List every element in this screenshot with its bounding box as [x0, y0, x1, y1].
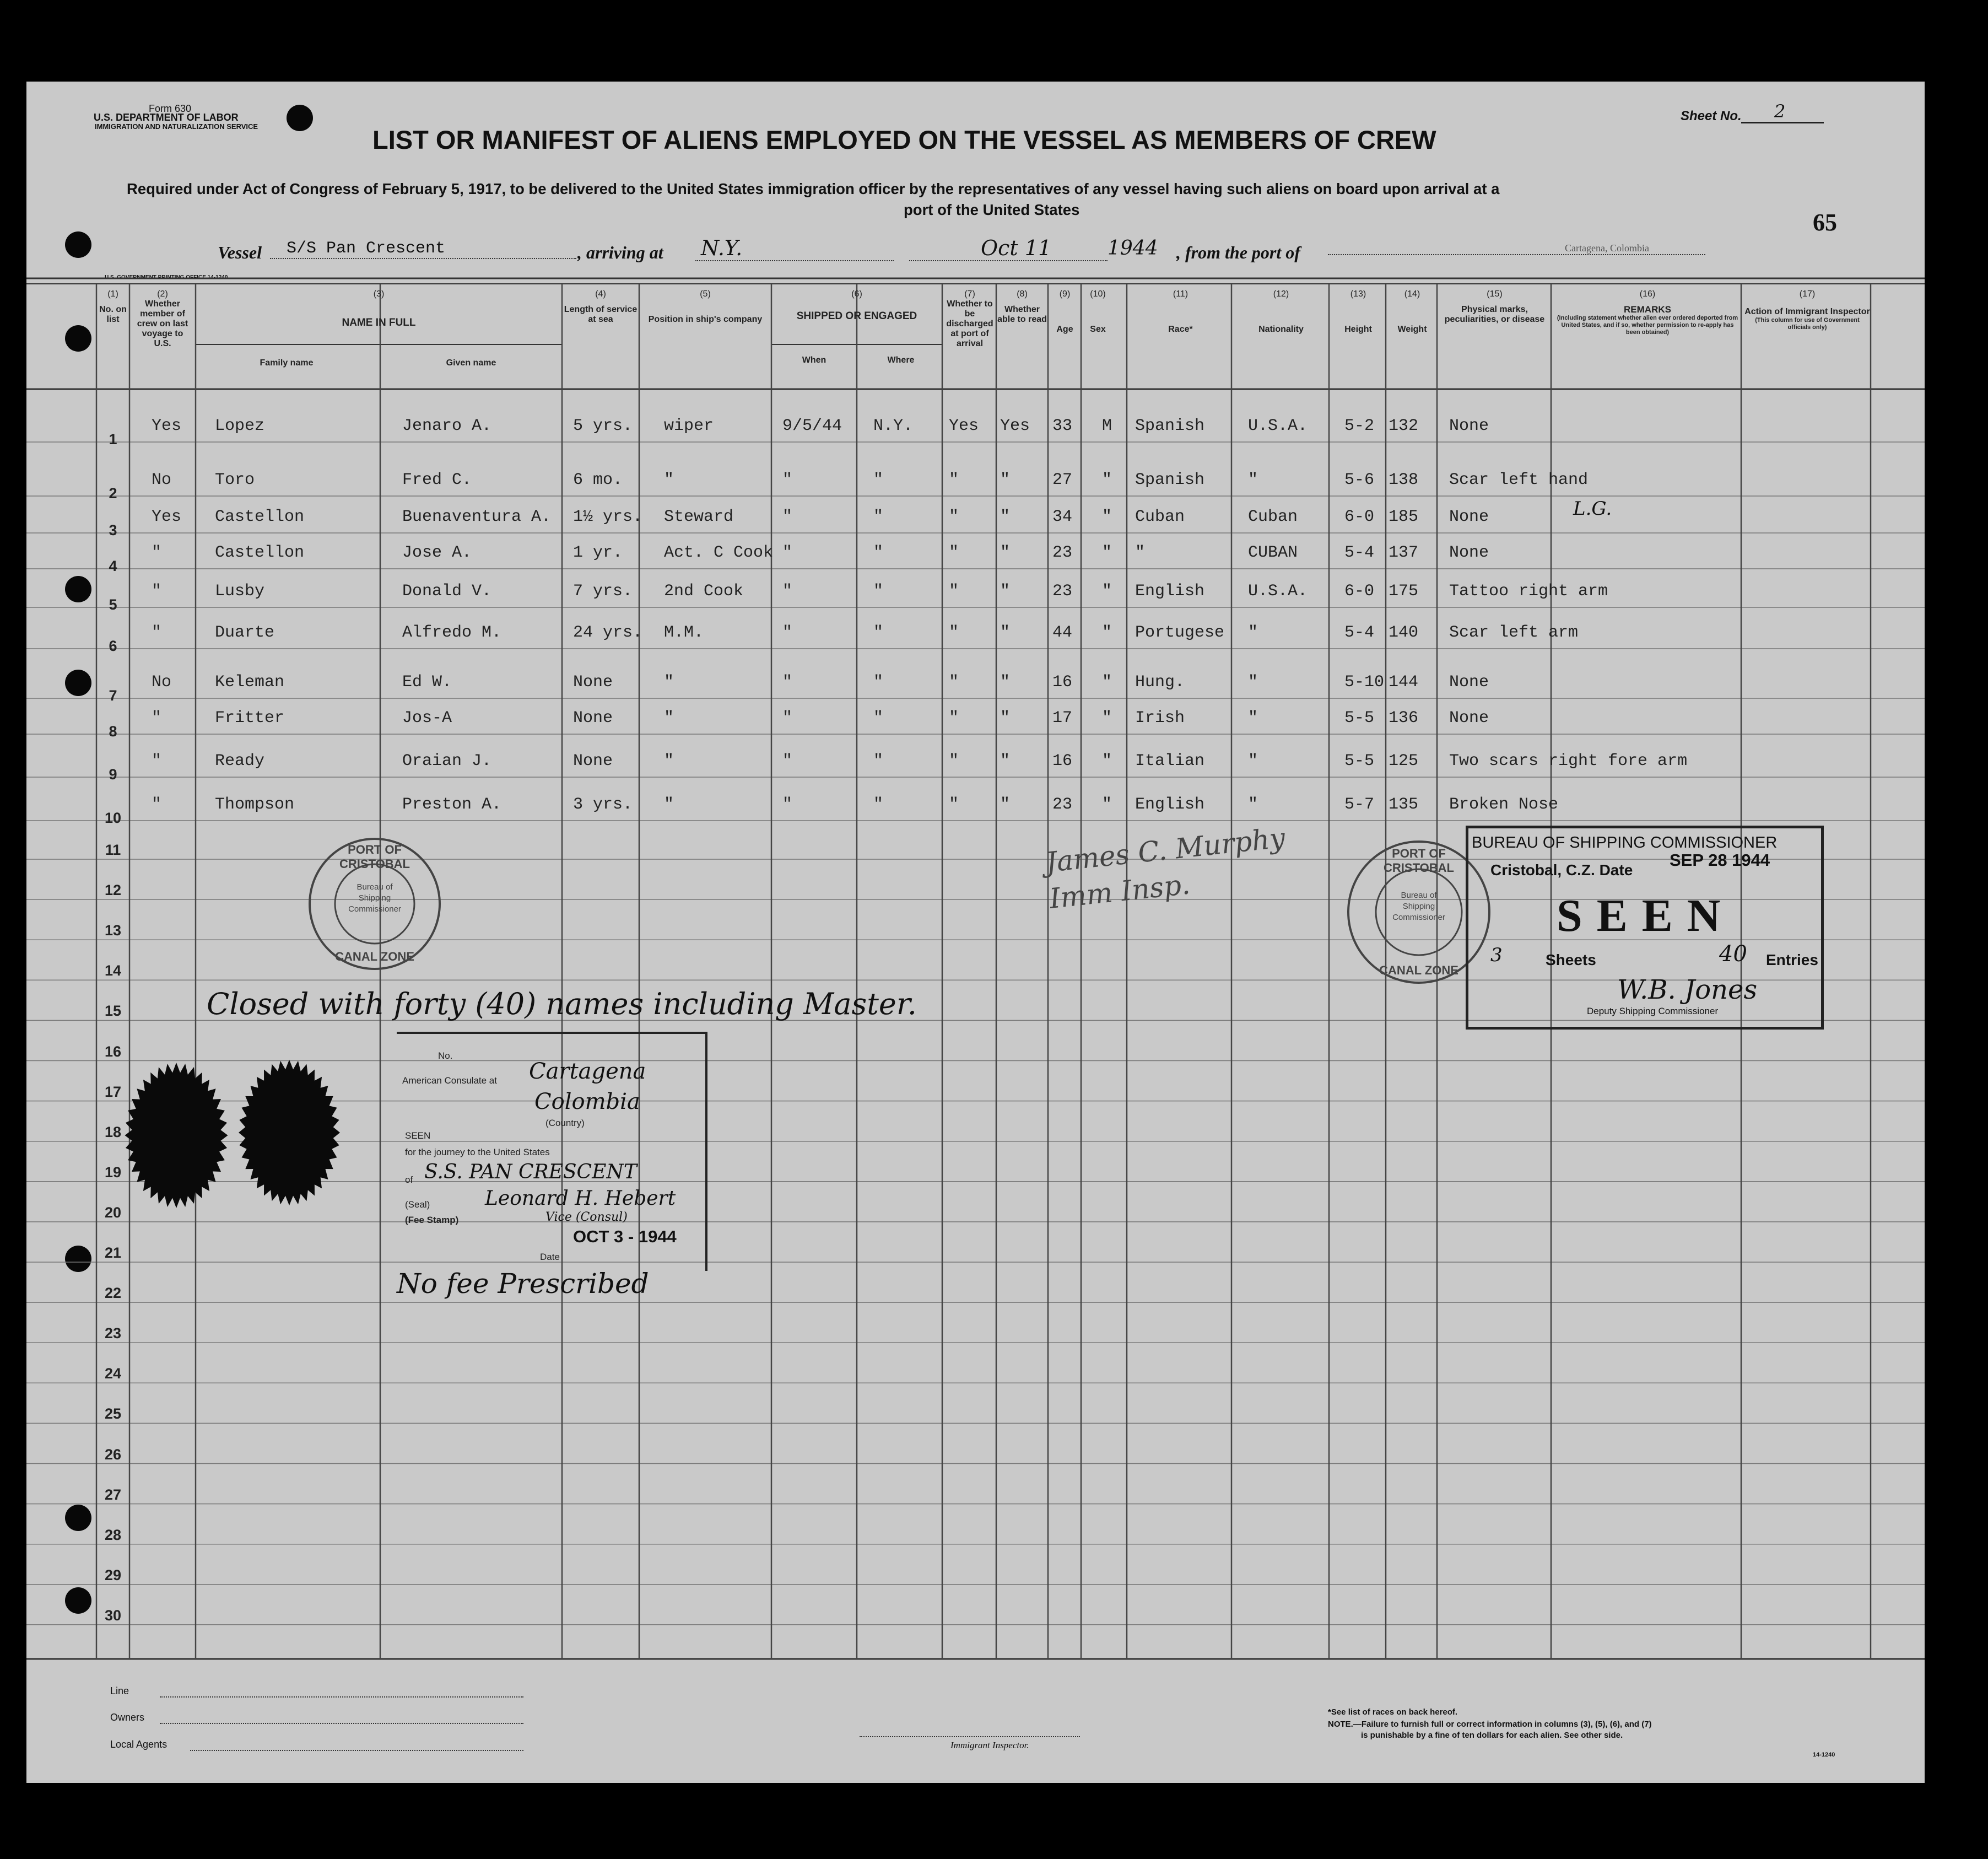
- cell-age: 16: [1052, 752, 1073, 770]
- remark-initials: L.G.: [1573, 498, 1612, 520]
- cell-given: Jose A.: [402, 543, 472, 562]
- cell-where: ": [873, 623, 884, 642]
- cell-service: 1 yr.: [573, 543, 623, 562]
- cell-sex: ": [1102, 508, 1112, 526]
- cell-sex: ": [1102, 623, 1112, 642]
- cell-nat: ": [1248, 752, 1258, 770]
- row-number: 29: [104, 1566, 122, 1583]
- cell-service: 3 yrs.: [573, 795, 633, 814]
- cell-position: Steward: [664, 508, 734, 526]
- cell-sex: ": [1102, 673, 1112, 692]
- cell-where: N.Y.: [873, 417, 914, 435]
- consulate-date-label: Date: [540, 1252, 560, 1262]
- cell-prev: ": [152, 582, 162, 601]
- cell-read: Yes: [1000, 417, 1030, 435]
- cell-family: Keleman: [215, 673, 285, 692]
- cell-family: Fritter: [215, 709, 285, 728]
- col-header-when: When: [802, 355, 826, 365]
- port-stamp-top: PORT OF CRISTOBAL: [339, 843, 410, 871]
- cell-disch: ": [949, 709, 959, 728]
- cell-sex: ": [1102, 471, 1112, 489]
- col-header-physical-marks: (15) Physical marks, peculiarities, or disease: [1444, 289, 1545, 324]
- col-header-remarks: (16) REMARKS (Including statement whether alien ever ordered deported from United States, and if so, whether permission to re-apply has been obtained): [1557, 289, 1738, 336]
- cell-weight: 175: [1389, 582, 1419, 601]
- cell-service: 1½ yrs.: [573, 508, 643, 526]
- footer-owners-label: Owners: [110, 1712, 145, 1723]
- row-number: 10: [104, 810, 122, 826]
- cell-family: Castellon: [215, 508, 305, 526]
- from-port: Cartagena, Colombia: [1328, 243, 1705, 255]
- cell-weight: 135: [1389, 795, 1419, 814]
- cell-height: 5-5: [1344, 752, 1375, 770]
- cell-read: ": [1000, 543, 1011, 562]
- cell-given: Preston A.: [402, 795, 502, 814]
- row-number: 20: [104, 1204, 122, 1221]
- cell-position: 2nd Cook: [664, 582, 744, 601]
- cell-given: Jos-A: [402, 709, 452, 728]
- cell-weight: 137: [1389, 543, 1419, 562]
- cell-position: ": [664, 471, 674, 489]
- cell-read: ": [1000, 582, 1011, 601]
- cell-service: 6 mo.: [573, 471, 623, 489]
- footer-note: is punishable by a fine of ten dollars for each alien. See other side.: [1361, 1731, 1623, 1740]
- cell-prev: ": [152, 795, 162, 814]
- row-number: 25: [104, 1405, 122, 1422]
- cell-read: ": [1000, 709, 1011, 728]
- cell-sex: ": [1102, 752, 1112, 770]
- agency-line: U.S. DEPARTMENT OF LABOR: [94, 112, 239, 123]
- cell-where: ": [873, 795, 884, 814]
- cell-position: ": [664, 673, 674, 692]
- col-header-family-name: Family name: [260, 358, 314, 368]
- cell-race: Spanish: [1135, 471, 1205, 489]
- closed-note: Closed with forty (40) names including Master.: [207, 987, 917, 1021]
- no-fee-note: No fee Prescribed: [397, 1268, 649, 1300]
- cell-given: Fred C.: [402, 471, 472, 489]
- cell-when: ": [782, 795, 793, 814]
- cell-prev: ": [152, 623, 162, 642]
- cell-marks: Scar left arm: [1449, 623, 1579, 642]
- from-port-label: , from the port of: [1176, 243, 1300, 262]
- cell-given: Buenaventura A.: [402, 508, 552, 526]
- cell-read: ": [1000, 471, 1011, 489]
- seen-stamp-signature: W.B. Jones: [1617, 974, 1758, 1005]
- row-number: 26: [104, 1446, 122, 1463]
- cell-when: ": [782, 543, 793, 562]
- seen-stamp-seen: SEEN: [1557, 890, 1735, 941]
- cell-family: Lusby: [215, 582, 265, 601]
- consular-seal: [110, 998, 364, 1251]
- consulate-date: OCT 3 - 1944: [573, 1227, 677, 1246]
- col-header-given-name: Given name: [446, 358, 496, 368]
- consulate-seen: SEEN: [405, 1130, 431, 1141]
- cell-nat: U.S.A.: [1248, 582, 1308, 601]
- port-stamp-top: PORT OF CRISTOBAL: [1384, 847, 1454, 875]
- footer-note: NOTE.—Failure to furnish full or correct information in columns (3), (5), (6), and (7): [1328, 1720, 1652, 1729]
- row-number: 7: [109, 687, 117, 704]
- cell-nat: ": [1248, 623, 1258, 642]
- cell-nat: CUBAN: [1248, 543, 1298, 562]
- cell-age: 16: [1052, 673, 1073, 692]
- seen-stamp-place: Cristobal, C.Z. Date: [1490, 861, 1633, 879]
- cell-service: 24 yrs.: [573, 623, 643, 642]
- seen-stamp-sheets-value: 3: [1490, 944, 1503, 966]
- cell-nat: ": [1248, 709, 1258, 728]
- cell-position: ": [664, 752, 674, 770]
- col-header-inspector-action: (17) Action of Immigrant Inspector (This column for use of Government officials only): [1744, 289, 1870, 331]
- row-number: 22: [104, 1285, 122, 1302]
- col-header-prev-voyage: (2) Whether member of crew on last voyage to U.S.: [137, 289, 188, 348]
- row-number: 13: [104, 922, 122, 939]
- row-number: 2: [109, 485, 117, 502]
- cell-when: ": [782, 752, 793, 770]
- cell-read: ": [1000, 752, 1011, 770]
- cell-disch: ": [949, 752, 959, 770]
- cell-race: English: [1135, 795, 1205, 814]
- cell-age: 44: [1052, 623, 1073, 642]
- cell-height: 5-4: [1344, 623, 1375, 642]
- cell-marks: None: [1449, 673, 1489, 692]
- seen-stamp-entries-value: 40: [1719, 941, 1747, 967]
- cell-given: Jenaro A.: [402, 417, 492, 435]
- footer-inspector-field: [860, 1736, 1080, 1737]
- cell-service: 5 yrs.: [573, 417, 633, 435]
- cell-where: ": [873, 673, 884, 692]
- cell-marks: None: [1449, 508, 1489, 526]
- cell-position: Act. C Cook: [664, 543, 774, 562]
- cell-where: ": [873, 508, 884, 526]
- seen-stamp: [1466, 826, 1824, 1030]
- cell-disch: ": [949, 508, 959, 526]
- cell-sex: ": [1102, 795, 1112, 814]
- cell-race: Spanish: [1135, 417, 1205, 435]
- cell-marks: Broken Nose: [1449, 795, 1559, 814]
- cell-where: ": [873, 543, 884, 562]
- cell-disch: Yes: [949, 417, 979, 435]
- cell-race: Cuban: [1135, 508, 1185, 526]
- consulate-fee-label: (Fee Stamp): [405, 1215, 459, 1225]
- consulate-country-label: (Country): [545, 1118, 585, 1128]
- printer-line: U.S. GOVERNMENT PRINTING OFFICE 14-1240: [105, 274, 228, 281]
- seen-stamp-date: SEP 28 1944: [1670, 850, 1770, 870]
- cell-age: 23: [1052, 543, 1073, 562]
- cell-position: wiper: [664, 417, 714, 435]
- row-number: 3: [109, 522, 117, 538]
- cell-weight: 125: [1389, 752, 1419, 770]
- vessel-name: S/S Pan Crescent: [270, 239, 576, 259]
- cell-marks: None: [1449, 417, 1489, 435]
- seen-stamp-signer-title: Deputy Shipping Commissioner: [1587, 1006, 1719, 1016]
- cell-disch: ": [949, 543, 959, 562]
- seen-stamp-sheets-label: Sheets: [1546, 951, 1596, 968]
- cell-when: ": [782, 471, 793, 489]
- consulate-journey: for the journey to the United States: [405, 1147, 550, 1157]
- cell-position: ": [664, 795, 674, 814]
- cell-weight: 144: [1389, 673, 1419, 692]
- cell-family: Ready: [215, 752, 265, 770]
- row-number: 28: [104, 1526, 122, 1543]
- footer-code: 14-1240: [1813, 1752, 1835, 1758]
- cell-read: ": [1000, 508, 1011, 526]
- cell-position: M.M.: [664, 623, 704, 642]
- row-number: 12: [104, 882, 122, 899]
- row-number: 24: [104, 1365, 122, 1382]
- footer-line-field: [160, 1696, 523, 1698]
- row-number: 30: [104, 1607, 122, 1624]
- cell-given: Donald V.: [402, 582, 492, 601]
- cell-marks: Two scars right fore arm: [1449, 752, 1688, 770]
- cell-sex: M: [1102, 417, 1112, 435]
- cell-given: Alfredo M.: [402, 623, 502, 642]
- cell-read: ": [1000, 795, 1011, 814]
- cell-family: Castellon: [215, 543, 305, 562]
- cell-disch: ": [949, 673, 959, 692]
- consulate-country: Colombia: [534, 1089, 640, 1114]
- cell-prev: No: [152, 673, 172, 692]
- cell-race: Portugese: [1135, 623, 1225, 642]
- cell-age: 27: [1052, 471, 1073, 489]
- cell-sex: ": [1102, 543, 1112, 562]
- cell-when: ": [782, 582, 793, 601]
- cell-service: None: [573, 752, 613, 770]
- cell-age: 34: [1052, 508, 1073, 526]
- cell-family: Thompson: [215, 795, 295, 814]
- cell-disch: ": [949, 582, 959, 601]
- sheet-label: Sheet No.: [1681, 109, 1742, 123]
- col-header-read: (8) Whether able to read: [997, 289, 1047, 324]
- cell-when: ": [782, 508, 793, 526]
- cell-age: 17: [1052, 709, 1073, 728]
- form-title: LIST OR MANIFEST OF ALIENS EMPLOYED ON THE VESSEL AS MEMBERS OF CREW: [372, 125, 1436, 154]
- cell-position: ": [664, 709, 674, 728]
- cell-prev: ": [152, 543, 162, 562]
- cell-given: Oraian J.: [402, 752, 492, 770]
- cell-when: ": [782, 709, 793, 728]
- row-number: 27: [104, 1486, 122, 1503]
- port-stamp-bottom: CANAL ZONE: [335, 950, 414, 963]
- cell-nat: Cuban: [1248, 508, 1298, 526]
- consulate-no-label: No.: [438, 1050, 453, 1061]
- col-header-where: Where: [887, 355, 915, 365]
- cell-marks: None: [1449, 543, 1489, 562]
- cell-height: 6-0: [1344, 508, 1375, 526]
- cell-read: ": [1000, 623, 1011, 642]
- consulate-seal-label: (Seal): [405, 1199, 430, 1210]
- cell-nat: ": [1248, 471, 1258, 489]
- row-number: 11: [105, 842, 121, 858]
- cell-race: Italian: [1135, 752, 1205, 770]
- row-number: 8: [109, 723, 117, 740]
- cell-race: Irish: [1135, 709, 1185, 728]
- col-header-age: (9) Age: [1056, 289, 1073, 334]
- col-header-nationality: (12) Nationality: [1258, 289, 1304, 334]
- cell-family: Toro: [215, 471, 255, 489]
- cell-marks: Scar left hand: [1449, 471, 1589, 489]
- row-number: 14: [104, 962, 122, 979]
- port-stamp-inner: Bureau of Shipping Commissioner: [1392, 891, 1445, 922]
- row-number: 1: [109, 431, 117, 448]
- footer-agents-field: [190, 1750, 523, 1751]
- cell-disch: ": [949, 623, 959, 642]
- agency-line: IMMIGRATION AND NATURALIZATION SERVICE: [95, 122, 258, 131]
- col-header-position: (5) Position in ship's company: [648, 289, 763, 324]
- cell-nat: ": [1248, 673, 1258, 692]
- cell-family: Lopez: [215, 417, 265, 435]
- cell-height: 5-2: [1344, 417, 1375, 435]
- col-header-weight: (14) Weight: [1397, 289, 1427, 334]
- col-header-height: (13) Height: [1344, 289, 1372, 334]
- cell-nat: ": [1248, 795, 1258, 814]
- cell-prev: Yes: [152, 508, 182, 526]
- cell-where: ": [873, 709, 884, 728]
- cell-where: ": [873, 471, 884, 489]
- col-header-race: (11) Race*: [1168, 289, 1193, 334]
- cell-service: None: [573, 709, 613, 728]
- cell-race: English: [1135, 582, 1205, 601]
- cell-height: 5-6: [1344, 471, 1375, 489]
- cell-marks: Tattoo right arm: [1449, 582, 1608, 601]
- footer-inspector-label: Immigrant Inspector.: [950, 1740, 1029, 1750]
- row-number: 4: [109, 558, 117, 574]
- cell-prev: ": [152, 752, 162, 770]
- form-subtitle: port of the United States: [904, 201, 1080, 218]
- cell-service: 7 yrs.: [573, 582, 633, 601]
- consul-title: Vice (Consul): [545, 1210, 628, 1224]
- footer-note: *See list of races on back hereof.: [1328, 1707, 1458, 1717]
- cell-prev: Yes: [152, 417, 182, 435]
- col-header-shipped: (6) SHIPPED OR ENGAGED: [796, 289, 917, 322]
- cell-prev: ": [152, 709, 162, 728]
- consulate-city: Cartagena: [529, 1059, 646, 1084]
- row-number: 18: [104, 1123, 122, 1140]
- col-header-discharged: (7) Whether to be discharged at port of arrival: [946, 289, 993, 348]
- page-number: 65: [1813, 209, 1837, 236]
- row-number: 16: [104, 1043, 122, 1060]
- row-number: 17: [104, 1083, 122, 1100]
- seen-stamp-entries-label: Entries: [1766, 951, 1818, 968]
- row-number: 15: [104, 1003, 122, 1020]
- cell-disch: ": [949, 795, 959, 814]
- footer-agents-label: Local Agents: [110, 1739, 168, 1750]
- cell-age: 23: [1052, 795, 1073, 814]
- row-number: 5: [109, 596, 117, 613]
- col-header-sex: (10) Sex: [1090, 289, 1106, 334]
- consulate-ship: S.S. PAN CRESCENT: [424, 1161, 637, 1183]
- cell-weight: 185: [1389, 508, 1419, 526]
- col-header-number: (1) No. on list: [99, 289, 127, 324]
- cell-disch: ": [949, 471, 959, 489]
- cell-where: ": [873, 582, 884, 601]
- cell-weight: 140: [1389, 623, 1419, 642]
- port-stamp-bottom: CANAL ZONE: [1379, 963, 1458, 977]
- cell-given: Ed W.: [402, 673, 452, 692]
- arrival-date: Oct 11: [909, 236, 1108, 261]
- col-header-name: (3) NAME IN FULL: [342, 289, 416, 328]
- cell-where: ": [873, 752, 884, 770]
- consulate-of-label: of: [405, 1174, 413, 1185]
- cell-service: None: [573, 673, 613, 692]
- cell-when: ": [782, 623, 793, 642]
- cell-weight: 132: [1389, 417, 1419, 435]
- col-header-service: (4) Length of service at sea: [564, 289, 638, 324]
- row-number: 6: [109, 638, 117, 654]
- consul-signature: Leonard H. Hebert: [485, 1187, 676, 1210]
- form-subtitle: Required under Act of Congress of February 5, 1917, to be delivered to the United States immigration officer by the representatives of any vessel having such aliens on board upon arrival at a: [127, 180, 1500, 197]
- seen-stamp-bureau: BUREAU OF SHIPPING COMMISSIONER: [1472, 834, 1778, 852]
- arrival-year: 1944: [1108, 237, 1158, 260]
- inspector-signature: James C. Murphy Imm Insp.: [1044, 821, 1287, 915]
- cell-nat: U.S.A.: [1248, 417, 1308, 435]
- arriving-label: , arriving at: [577, 243, 663, 262]
- form-number: Form 630: [149, 103, 192, 114]
- consulate-label: American Consulate at: [402, 1075, 497, 1086]
- row-number: 9: [109, 766, 117, 783]
- cell-height: 5-4: [1344, 543, 1375, 562]
- arriving-port: N.Y.: [695, 236, 894, 261]
- cell-age: 23: [1052, 582, 1073, 601]
- cell-read: ": [1000, 673, 1011, 692]
- row-number: 21: [104, 1244, 122, 1261]
- cell-sex: ": [1102, 582, 1112, 601]
- cell-height: 5-5: [1344, 709, 1375, 728]
- cell-sex: ": [1102, 709, 1112, 728]
- cell-height: 6-0: [1344, 582, 1375, 601]
- footer-line-label: Line: [110, 1685, 129, 1696]
- cell-race: ": [1135, 543, 1146, 562]
- consulate-stamp: [397, 1032, 707, 1271]
- cell-prev: No: [152, 471, 172, 489]
- cell-height: 5-7: [1344, 795, 1375, 814]
- cell-family: Duarte: [215, 623, 275, 642]
- port-stamp: [306, 835, 444, 973]
- vessel-label: Vessel: [218, 243, 262, 262]
- row-number: 19: [104, 1163, 122, 1181]
- cell-when: 9/5/44: [782, 417, 842, 435]
- cell-age: 33: [1052, 417, 1073, 435]
- cell-marks: None: [1449, 709, 1489, 728]
- footer-owners-field: [160, 1723, 523, 1724]
- cell-weight: 136: [1389, 709, 1419, 728]
- cell-when: ": [782, 673, 793, 692]
- cell-height: 5-10: [1344, 673, 1385, 692]
- row-number: 23: [104, 1325, 122, 1342]
- cell-weight: 138: [1389, 471, 1419, 489]
- sheet-number: 2: [1741, 101, 1824, 123]
- port-stamp-inner: Bureau of Shipping Commissioner: [348, 882, 401, 914]
- cell-race: Hung.: [1135, 673, 1185, 692]
